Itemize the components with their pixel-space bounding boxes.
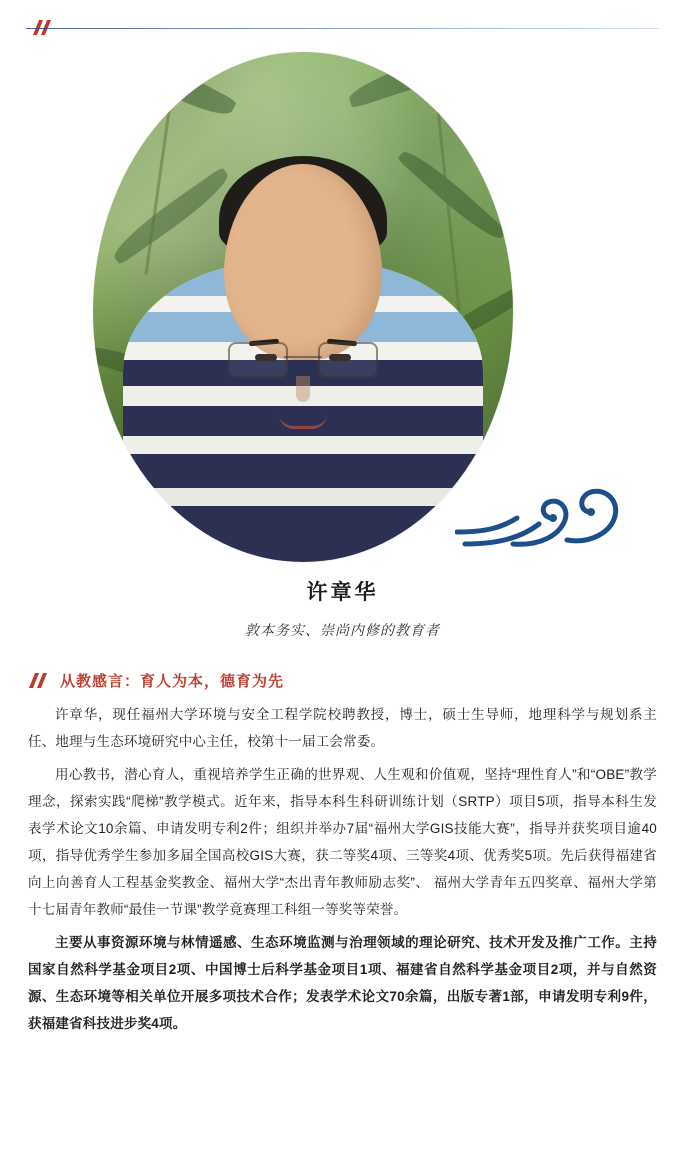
person-name: 许章华: [306, 581, 379, 604]
paragraph: 许章华，现任福州大学环境与安全工程学院校聘教授，博士，硕士生导师，地理科学与规划系主任、地理与生态环境研究中心主任，校第十一届工会常委。: [28, 707, 657, 749]
portrait-section: [0, 42, 685, 572]
article-body: [28, 701, 657, 1037]
cloud-swirl-icon: [455, 474, 625, 558]
top-divider: [26, 0, 659, 42]
double-slash-icon: [30, 673, 52, 689]
section-heading: [30, 670, 685, 691]
portrait-photo: [93, 52, 513, 562]
paragraph: 用心教书，潜心育人，重视培养学生正确的世界观、人生观和价值观，坚持“理性育人”和“OBE”教学理念，探索实践“爬梯”教学模式。近年来，指导本科生科研训练计划（SRTP）项目5项，指导本科生发表学术论文10余篇、申请发明专利2件；组织并举办7届“福州大学GIS技能大赛”，指导并获奖项目逾40项，指导优秀学生参加多届全国高校GIS大赛，获二等奖4项、三等奖4项、优秀奖5项。先后获得福建省向上向善育人工程基金奖教金、福州大学“杰出青年教师励志奖”、 福州大学青年五四奖章、福州大学第十七届青年教师“最佳一节课”教学竟赛理工科组一等奖等荣誉。: [28, 767, 657, 917]
paragraph: 主要从事资源环境与林情遥感、生态环境监测与治理领域的理论研究、技术开发及推广工作。主持国家自然科学基金项目2项、中国博士后科学基金项目1项、福建省自然科学基金项目2项，并与自然资源、生态环境等相关单位开展多项技术合作；发表学术论文70余篇，出版专著1部，申请发明专利9件，获福建省科技进步奖4项。: [28, 935, 657, 1031]
divider-line: [26, 28, 659, 29]
section-title: 从教感言：育人为本，德育为先: [60, 673, 285, 690]
glasses-icon: [228, 342, 378, 376]
person-motto: 敦本务实、崇尚内修的教育者: [245, 624, 440, 639]
profile-block: [0, 576, 685, 640]
